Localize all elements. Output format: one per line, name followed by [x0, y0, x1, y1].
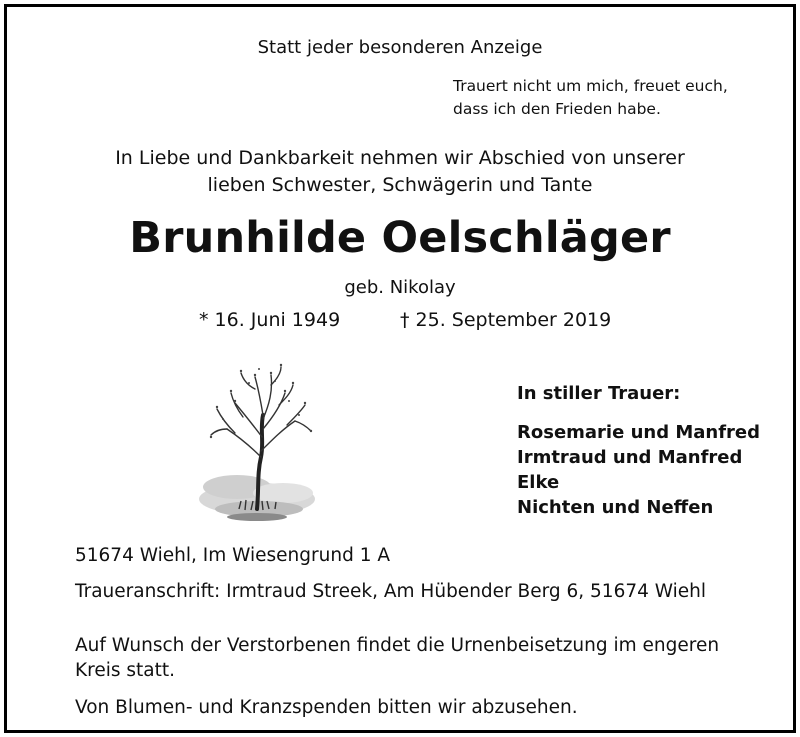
birth-date: * 16. Juni 1949 [199, 309, 341, 331]
obituary-notice [4, 4, 796, 733]
burial-wish [75, 633, 755, 683]
intro-line: lieben Schwester, Schwägerin und Tante [207, 174, 593, 196]
header-line: Statt jeder besonderen Anzeige [257, 37, 543, 58]
tree-icon [187, 359, 327, 531]
motto-line: Trauert nicht um mich, freuet euch, [453, 77, 728, 95]
mourners-list [517, 420, 760, 520]
mourner-name: Irmtraud und Manfred [517, 447, 743, 468]
born-name: geb. Nikolay [344, 277, 456, 298]
wish-line: Kreis statt. [75, 660, 175, 681]
death-date: † 25. September 2019 [400, 309, 612, 331]
deceased-name: Brunhilde Oelschläger [129, 213, 671, 263]
wish-line: Auf Wunsch der Verstorbenen findet die Urnenbeisetzung im engeren [75, 635, 720, 656]
motto-quote [453, 75, 728, 121]
mourner-name: Elke [517, 472, 560, 493]
mourner-name: Nichten und Neffen [517, 497, 714, 518]
home-address: 51674 Wiehl, Im Wiesengrund 1 A [75, 545, 391, 566]
intro-text [7, 145, 793, 199]
mourning-address: Traueranschrift: Irmtraud Streek, Am Hübender Berg 6, 51674 Wiehl [75, 581, 707, 602]
mourning-title: In stiller Trauer: [517, 383, 681, 404]
mourner-name: Rosemarie und Manfred [517, 422, 761, 443]
flowers-note: Von Blumen- und Kranzspenden bitten wir abzusehen. [75, 697, 578, 718]
motto-line: dass ich den Frieden habe. [453, 100, 661, 118]
intro-line: In Liebe und Dankbarkeit nehmen wir Abschied von unserer [115, 147, 685, 169]
